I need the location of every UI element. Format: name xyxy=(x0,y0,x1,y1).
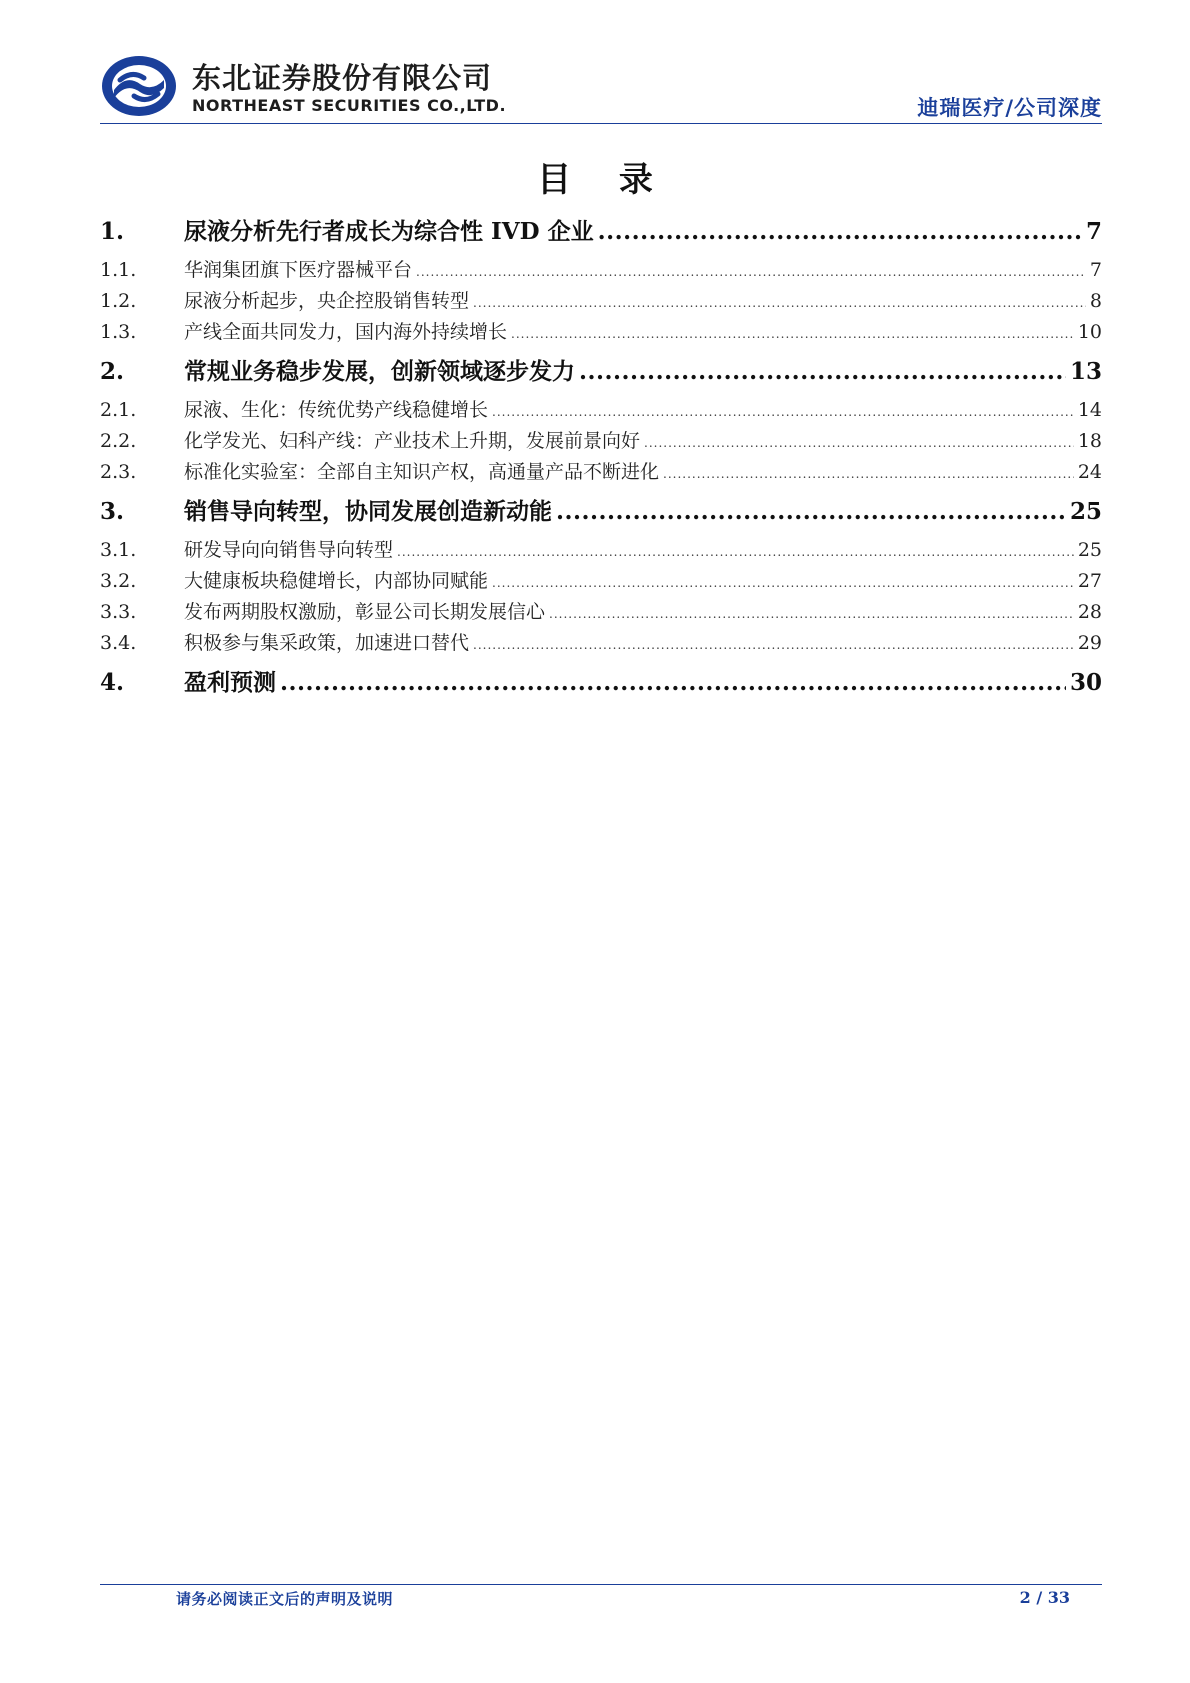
northeast-securities-logo-icon xyxy=(100,54,180,118)
toc-entry-page: 14 xyxy=(1077,399,1102,421)
toc-entry-page: 8 xyxy=(1089,290,1102,312)
toc-entry-label: 发布两期股权激励，彰显公司长期发展信心 xyxy=(184,601,546,623)
toc-entry-label: 尿液分析起步，央企控股销售转型 xyxy=(184,290,470,312)
toc-entry-label: 华润集团旗下医疗器械平台 xyxy=(184,259,413,281)
page-header xyxy=(100,48,1102,124)
toc-subsection-entry[interactable] xyxy=(100,395,1102,426)
document-tag: 迪瑞医疗/公司深度 xyxy=(917,96,1102,120)
toc-entry-number: 2.3. xyxy=(100,461,137,483)
toc-entry-number: 3.1. xyxy=(100,539,137,561)
footer-disclaimer: 请务必阅读正文后的声明及说明 xyxy=(176,1590,394,1608)
toc-leader-dots xyxy=(397,537,1074,568)
toc-entry-number: 3.4. xyxy=(100,632,137,654)
footer-divider xyxy=(100,1584,1102,1585)
toc-entry-page: 29 xyxy=(1077,632,1102,654)
toc-title: 目 录 xyxy=(537,160,671,200)
toc-entry-number: 1.1. xyxy=(100,259,137,281)
company-name-cn: 东北证券股份有限公司 xyxy=(192,61,493,95)
toc-entry-label: 尿液、生化：传统优势产线稳健增长 xyxy=(184,399,489,421)
toc-leader-dots xyxy=(598,208,1082,255)
toc-entry-page: 30 xyxy=(1069,669,1102,696)
toc-subsection-entry[interactable] xyxy=(100,286,1102,317)
toc-entry-page: 7 xyxy=(1085,218,1102,245)
toc-leader-dots xyxy=(663,459,1074,490)
toc-entry-number: 2.2. xyxy=(100,430,137,452)
toc-section-entry[interactable] xyxy=(100,659,1102,706)
toc-entry-number: 3.2. xyxy=(100,570,137,592)
toc-section-entry[interactable] xyxy=(100,488,1102,535)
toc-subsection-entry[interactable] xyxy=(100,535,1102,566)
toc-subsection-entry[interactable] xyxy=(100,457,1102,488)
toc-entry-label: 大健康板块稳健增长，内部协同赋能 xyxy=(184,570,489,592)
toc-subsection-entry[interactable] xyxy=(100,597,1102,628)
toc-entry-label: 标准化实验室：全部自主知识产权，高通量产品不断进化 xyxy=(184,461,660,483)
toc-entry-number: 1.3. xyxy=(100,321,137,343)
toc-section-entry[interactable] xyxy=(100,208,1102,255)
toc-entry-page: 27 xyxy=(1077,570,1102,592)
toc-subsection-entry[interactable] xyxy=(100,566,1102,597)
toc-entry-label: 产线全面共同发力，国内海外持续增长 xyxy=(184,321,508,343)
toc-entry-number: 4. xyxy=(100,669,125,696)
toc-entry-number: 1. xyxy=(100,218,125,245)
toc-entry-number: 3.3. xyxy=(100,601,137,623)
toc-entry-label: 常规业务稳步发展，创新领域逐步发力 xyxy=(184,358,575,385)
toc-subsection-entry[interactable] xyxy=(100,317,1102,348)
toc-leader-dots xyxy=(280,659,1066,706)
toc-subsection-entry[interactable] xyxy=(100,426,1102,457)
header-divider xyxy=(100,123,1102,124)
page-indicator: 2 / 33 xyxy=(1019,1588,1070,1607)
toc-entry-page: 25 xyxy=(1077,539,1102,561)
toc-entry-number: 1.2. xyxy=(100,290,137,312)
toc-leader-dots xyxy=(492,568,1074,599)
toc-subsection-entry[interactable] xyxy=(100,628,1102,659)
toc-entry-page: 7 xyxy=(1089,259,1102,281)
toc-leader-dots xyxy=(556,488,1066,535)
toc-entry-page: 25 xyxy=(1069,498,1102,525)
toc-leader-dots xyxy=(644,428,1074,459)
toc-entry-label: 盈利预测 xyxy=(184,669,276,696)
toc-entry-label: 尿液分析先行者成长为综合性 IVD 企业 xyxy=(184,218,594,245)
company-name-en: NORTHEAST SECURITIES CO.,LTD. xyxy=(192,96,507,115)
toc-entry-page: 18 xyxy=(1077,430,1102,452)
toc-leader-dots xyxy=(511,319,1074,350)
toc-leader-dots xyxy=(579,348,1066,395)
toc-entry-label: 积极参与集采政策，加速进口替代 xyxy=(184,632,470,654)
toc-leader-dots xyxy=(416,257,1086,288)
toc-entry-page: 28 xyxy=(1077,601,1102,623)
table-of-contents xyxy=(100,208,1102,706)
toc-leader-dots xyxy=(473,288,1086,319)
toc-entry-page: 13 xyxy=(1069,358,1102,385)
toc-entry-page: 24 xyxy=(1077,461,1102,483)
toc-subsection-entry[interactable] xyxy=(100,255,1102,286)
toc-entry-label: 研发导向向销售导向转型 xyxy=(184,539,394,561)
toc-leader-dots xyxy=(549,599,1074,630)
toc-entry-number: 2.1. xyxy=(100,399,137,421)
toc-entry-page: 10 xyxy=(1077,321,1102,343)
toc-entry-number: 3. xyxy=(100,498,125,525)
toc-entry-label: 销售导向转型，协同发展创造新动能 xyxy=(184,498,552,525)
toc-section-entry[interactable] xyxy=(100,348,1102,395)
toc-entry-label: 化学发光、妇科产线：产业技术上升期，发展前景向好 xyxy=(184,430,641,452)
toc-leader-dots xyxy=(492,397,1074,428)
toc-leader-dots xyxy=(473,630,1074,661)
toc-entry-number: 2. xyxy=(100,358,125,385)
